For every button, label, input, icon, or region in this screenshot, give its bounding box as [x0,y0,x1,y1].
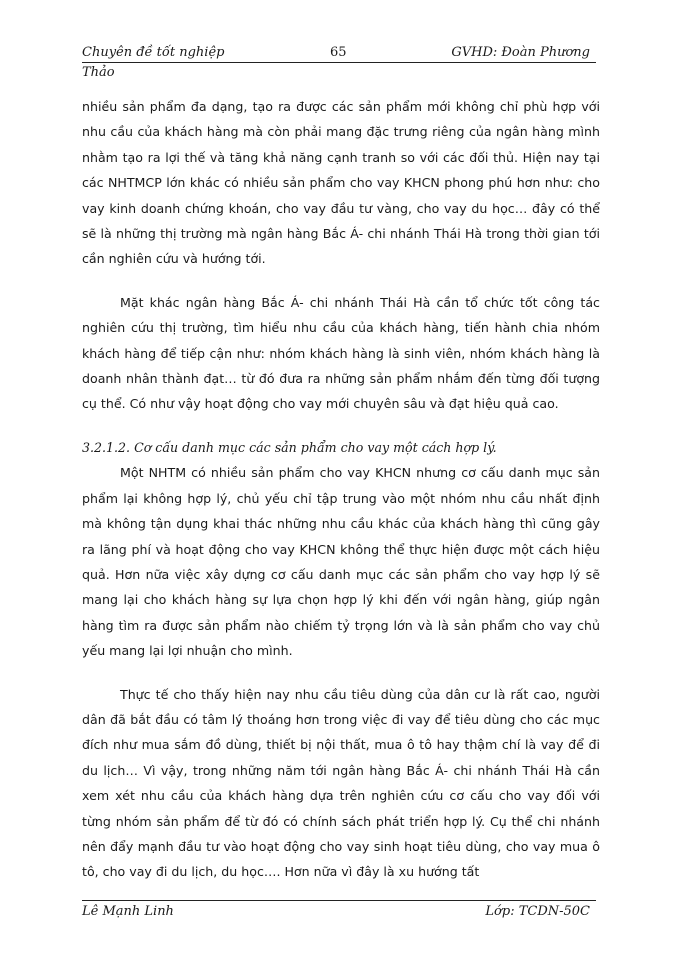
header-supervisor: GVHD: Đoàn Phương [451,45,590,60]
footer-class: Lớp: TCDN-50C [485,904,590,919]
document-body [82,94,600,885]
header-line [82,44,596,63]
footer-author: Lê Mạnh Linh [82,904,174,919]
body-paragraph-3: Một NHTM có nhiều sản phẩm cho vay KHCN nhưng cơ cấu danh mục sản phẩm lại không hợp lý, chủ yếu chỉ tập trung vào một nhóm nhu cầu nhất định mà không tận dụng khai thác những nhu cầu khác của khách hàng thì cũng gây ra lãng phí và hoạt động cho vay KHCN không thể thực hiện được một cách hiệu quả. Hơn nữa việc xây dựng cơ cấu danh mục các sản phẩm cho vay hợp lý sẽ mang lại cho khách hàng sự lựa chọn hợp lý khi đến với ngân hàng, giúp ngân hàng tìm ra được sản phẩm nào chiếm tỷ trọng lớn và là sản phẩm cho vay chủ yếu mang lại lợi nhuận cho mình. [82,465,600,659]
header-document-title: Chuyên đề tốt nghiệp [82,45,225,60]
body-paragraph-1: nhiều sản phẩm đa dạng, tạo ra được các sản phẩm mới không chỉ phù hợp với nhu cầu của khách hàng mà còn phải mang đặc trưng riêng của ngân hàng mình nhằm tạo ra lợi thế và tăng khả năng cạnh tranh so với các đối thủ. Hiện nay tại các NHTMCP lớn khác có nhiều sản phẩm cho vay KHCN phong phú hơn như: cho vay kinh doanh chứng khoán, cho vay đầu tư vàng, cho vay du học… đây có thể sẽ là những thị trường mà ngân hàng Bắc Á- chi nhánh Thái Hà trong thời gian tới cần nghiên cứu và hướng tới. [82,99,600,267]
body-paragraph-2: Mặt khác ngân hàng Bắc Á- chi nhánh Thái Hà cần tổ chức tốt công tác nghiên cứu thị trường, tìm hiểu nhu cầu của khách hàng, tiến hành chia nhóm khách hàng để tiếp cận như: nhóm khách hàng là sinh viên, nhóm khách hàng là doanh nhân thành đạt… từ đó đưa ra những sản phẩm nhắm đến từng đối tượng cụ thể. Có như vậy hoạt động cho vay mới chuyên sâu và đạt hiệu quả cao. [82,294,600,412]
header-page-number: 65 [330,45,347,60]
header-supervisor-continued: Thảo [82,65,115,80]
page-footer [82,900,596,921]
section-subheading: 3.2.1.2. Cơ cấu danh mục các sản phẩm cho vay một cách hợp lý. [82,439,497,455]
body-paragraph-4: Thực tế cho thấy hiện nay nhu cầu tiêu dùng của dân cư là rất cao, người dân đã bắt đầu có tâm lý thoáng hơn trong việc đi vay để tiêu dùng cho các mục đích như mua sắm đồ dùng, thiết bị nội thất, mua ô tô hay thậm chí là vay để đi du lịch… Vì vậy, trong những năm tới ngân hàng Bắc Á- chi nhánh Thái Hà cần xem xét nhu cầu của khách hàng dựa trên nghiên cứu cơ cấu cho vay đối với từng nhóm sản phẩm để từ đó có chính sách phát triển hợp lý. Cụ thể chi nhánh nên đẩy mạnh đầu tư vào hoạt động cho vay sinh hoạt tiêu dùng, cho vay mua ô tô, cho vay đi du lịch, du học…. Hơn nữa vì đây là xu hướng tất [82,686,600,880]
page-header [82,44,596,82]
